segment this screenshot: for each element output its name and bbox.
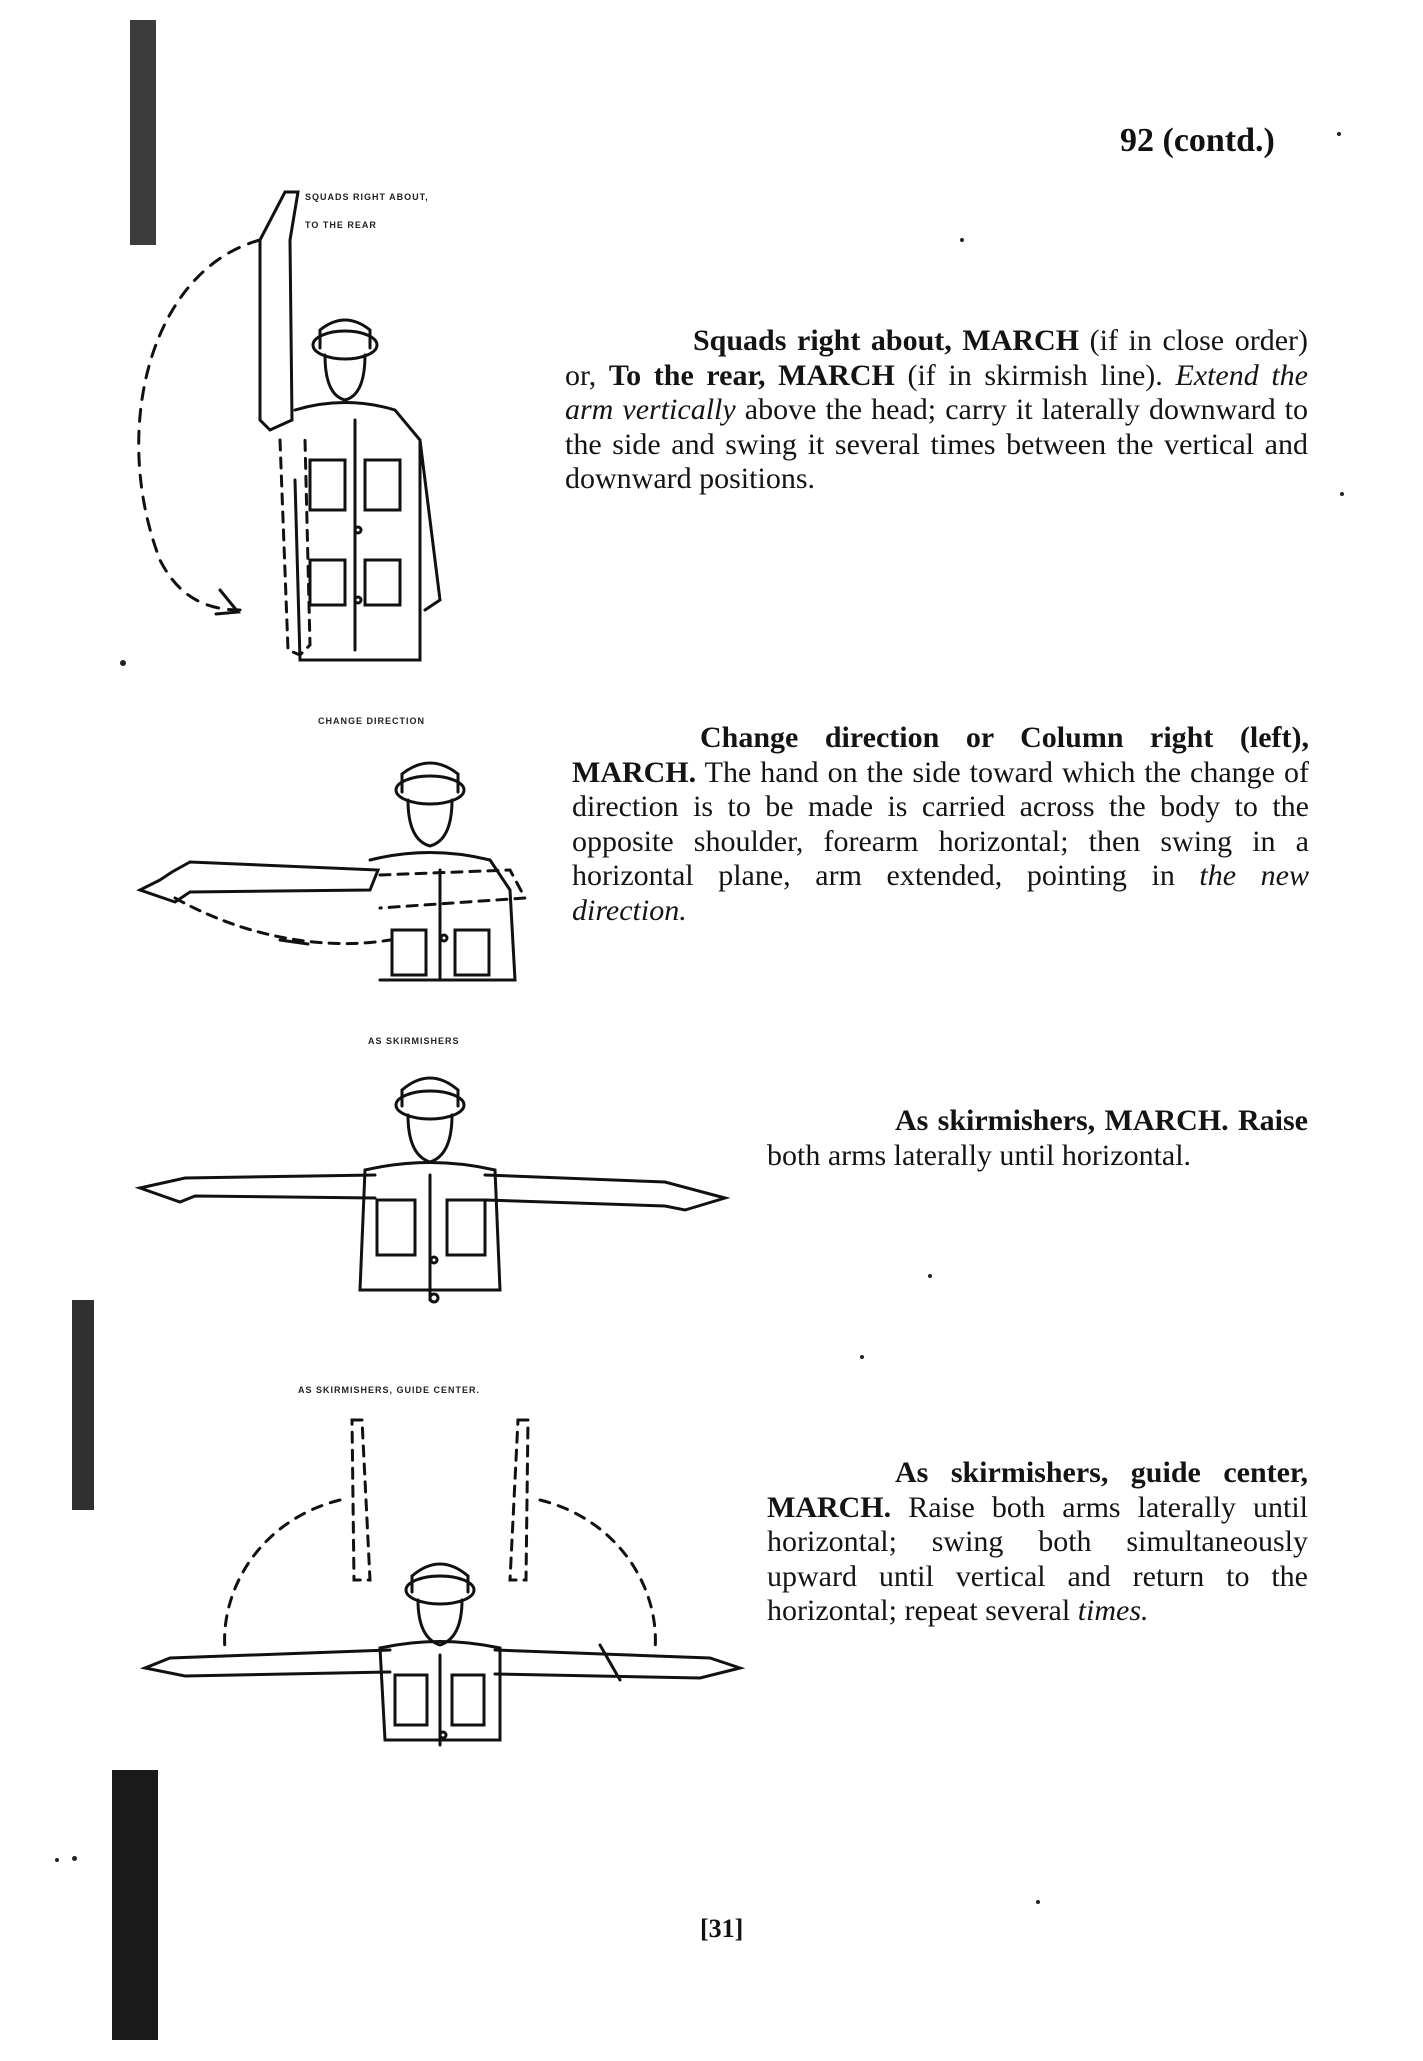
page-number: [31]	[700, 1914, 744, 1943]
paragraph-as-skirmishers	[767, 1104, 1308, 1173]
italic-text: times.	[1077, 1594, 1149, 1627]
scan-edge-middle	[72, 1300, 94, 1510]
scan-edge-bottom	[112, 1770, 158, 2040]
speck	[960, 238, 964, 242]
figure-caption: CHANGE DIRECTION	[318, 716, 426, 726]
figure-caption: SQUADS RIGHT ABOUT,	[305, 192, 429, 202]
figure-squads-right-about	[120, 180, 460, 680]
command-text: Raise	[1238, 1104, 1308, 1137]
speck	[55, 1858, 59, 1862]
body-text: above the head; carry it laterally downward to the side and swing it several times between the vertical and downward positions.	[565, 393, 1308, 495]
command-text: As skirmishers, MARCH.	[895, 1104, 1229, 1137]
paragraph-squads-right-about	[565, 324, 1308, 497]
speck	[1340, 492, 1344, 496]
figure-as-skirmishers-guide-center	[140, 1410, 760, 1750]
body-text: The hand on the side toward which the change of direction is to be made is carried across the body to the opposite shoulder, forearm horizontal; then swing in a horizontal plane, arm extended, pointing in	[572, 755, 1309, 892]
figure-caption: TO THE REAR	[305, 220, 377, 230]
body-text: both arms laterally until horizontal.	[767, 1138, 1192, 1172]
speck	[1337, 132, 1341, 136]
speck	[1036, 1900, 1040, 1904]
command-text: To the rear, MARCH	[608, 358, 895, 392]
figure-caption: AS SKIRMISHERS	[368, 1036, 460, 1046]
speck	[928, 1274, 932, 1278]
figure-as-skirmishers	[125, 1060, 745, 1320]
command-text: Squads right about, MARCH	[693, 324, 1080, 357]
body-text: Raise both arms laterally until horizontal; swing both simultaneously upward until vertical and return to the horizontal; repeat several	[767, 1490, 1308, 1627]
figure-caption: AS SKIRMISHERS, GUIDE CENTER.	[298, 1385, 481, 1395]
command-text: Change direction or Column right (left), MARCH.	[572, 721, 1309, 789]
paragraph-change-direction	[572, 721, 1309, 928]
speck	[860, 1355, 864, 1359]
italic-text: the new direction.	[572, 859, 1309, 927]
paragraph-as-skirmishers-guide-center	[767, 1456, 1308, 1629]
command-text: As skirmishers, guide center, MARCH.	[767, 1456, 1308, 1524]
body-text: (if in close order) or,	[565, 324, 1308, 392]
body-text: (if in skirmish line).	[894, 358, 1176, 392]
speck	[72, 1856, 77, 1861]
figure-change-direction	[130, 740, 550, 990]
italic-text: Extend the arm vertically	[565, 358, 1309, 426]
section-header: 92 (contd.)	[1120, 122, 1275, 159]
